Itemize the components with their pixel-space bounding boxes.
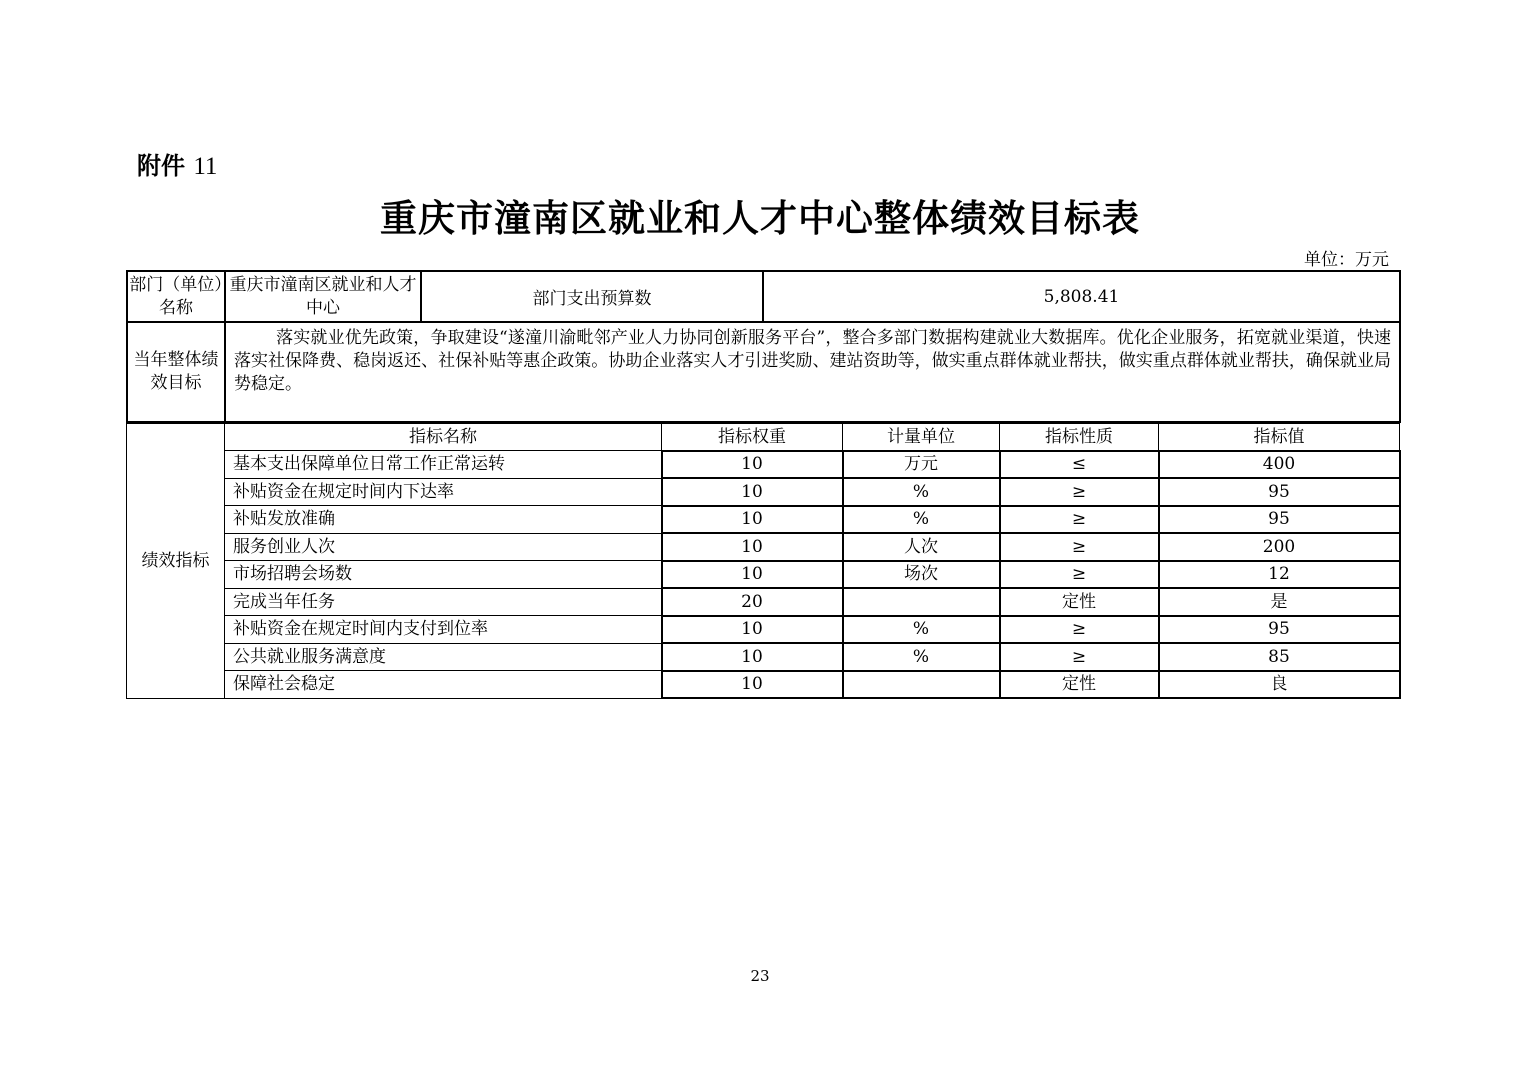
- goal-text: 落实就业优先政策，争取建设“遂潼川渝毗邻产业人力协同创新服务平台”，整合多部门数据构建就业大数据库。优化企业服务，拓宽就业渠道，快速落实社保降费、稳岗返还、社保补贴等惠企政策。协助企业落实人才引进奖励、建站资助等，做实重点群体就业帮扶，做实重点群体就业帮扶，确保就业局势稳定。: [234, 328, 1391, 394]
- indicator-row: [127, 506, 1400, 534]
- page-title: 重庆市潼南区就业和人才中心整体绩效目标表: [380, 197, 1140, 240]
- attachment-word: 附件: [137, 152, 185, 180]
- indicator-name: 补贴资金在规定时间内支付到位率: [225, 616, 662, 644]
- indicator-unit: 万元: [843, 451, 1000, 479]
- indicator-nature: ≥: [1000, 506, 1159, 534]
- indicator-row: [127, 616, 1400, 644]
- indicator-unit: %: [843, 616, 1000, 644]
- indicator-section-label: 绩效指标: [127, 424, 225, 699]
- indicator-weight: 10: [662, 451, 843, 479]
- budget-label: 部门支出预算数: [421, 271, 763, 322]
- indicator-value: 200: [1159, 533, 1400, 561]
- indicator-value: 85: [1159, 643, 1400, 671]
- indicator-nature: ≥: [1000, 478, 1159, 506]
- indicator-name: 基本支出保障单位日常工作正常运转: [225, 451, 662, 479]
- indicator-nature: ≥: [1000, 643, 1159, 671]
- indicator-row: [127, 588, 1400, 616]
- indicator-row: [127, 643, 1400, 671]
- indicator-name: 公共就业服务满意度: [225, 643, 662, 671]
- indicator-row: [127, 451, 1400, 479]
- indicator-value: 良: [1159, 671, 1400, 699]
- indicator-name: 补贴资金在规定时间内下达率: [225, 478, 662, 506]
- page-number: 23: [750, 967, 770, 985]
- column-header: 指标名称: [225, 424, 662, 451]
- column-header: 指标值: [1159, 424, 1400, 451]
- indicator-row: [127, 533, 1400, 561]
- indicator-unit: 人次: [843, 533, 1000, 561]
- indicator-unit: [843, 671, 1000, 699]
- indicator-weight: 10: [662, 643, 843, 671]
- indicator-value: 95: [1159, 616, 1400, 644]
- indicator-name: 完成当年任务: [225, 588, 662, 616]
- indicator-name: 补贴发放准确: [225, 506, 662, 534]
- indicator-unit: [843, 588, 1000, 616]
- goal-label: 当年整体绩效目标: [127, 322, 225, 422]
- indicator-unit: %: [843, 478, 1000, 506]
- dept-label: 部门（单位）名称: [127, 271, 225, 322]
- indicator-nature: ≥: [1000, 533, 1159, 561]
- indicator-header-row: [127, 424, 1400, 451]
- indicator-row: [127, 671, 1400, 699]
- indicator-value: 12: [1159, 561, 1400, 589]
- indicator-unit: %: [843, 643, 1000, 671]
- indicator-row: [127, 561, 1400, 589]
- indicator-weight: 10: [662, 478, 843, 506]
- indicator-row: [127, 478, 1400, 506]
- indicator-value: 95: [1159, 506, 1400, 534]
- column-header: 计量单位: [843, 424, 1000, 451]
- column-header: 指标权重: [662, 424, 843, 451]
- indicator-nature: ≥: [1000, 616, 1159, 644]
- attachment-number: 11: [193, 153, 218, 180]
- indicator-value: 400: [1159, 451, 1400, 479]
- summary-table: [126, 270, 1401, 423]
- indicator-weight: 10: [662, 506, 843, 534]
- indicator-name: 保障社会稳定: [225, 671, 662, 699]
- dept-row: [127, 271, 1400, 322]
- indicator-weight: 10: [662, 561, 843, 589]
- dept-name: 重庆市潼南区就业和人才中心: [225, 271, 421, 322]
- unit-note: 单位：万元: [1304, 250, 1389, 270]
- indicator-table: [126, 423, 1401, 699]
- indicator-nature: ≥: [1000, 561, 1159, 589]
- indicator-value: 是: [1159, 588, 1400, 616]
- indicator-weight: 10: [662, 533, 843, 561]
- indicator-nature: 定性: [1000, 671, 1159, 699]
- indicator-value: 95: [1159, 478, 1400, 506]
- goal-cell: [225, 322, 1400, 422]
- indicator-name: 服务创业人次: [225, 533, 662, 561]
- budget-value: 5,808.41: [763, 271, 1400, 322]
- indicator-unit: %: [843, 506, 1000, 534]
- column-header: 指标性质: [1000, 424, 1159, 451]
- indicator-weight: 10: [662, 671, 843, 699]
- attachment-label: [137, 146, 217, 181]
- goal-row: [127, 322, 1400, 422]
- indicator-weight: 10: [662, 616, 843, 644]
- indicator-nature: ≤: [1000, 451, 1159, 479]
- indicator-name: 市场招聘会场数: [225, 561, 662, 589]
- indicator-weight: 20: [662, 588, 843, 616]
- indicator-unit: 场次: [843, 561, 1000, 589]
- indicator-nature: 定性: [1000, 588, 1159, 616]
